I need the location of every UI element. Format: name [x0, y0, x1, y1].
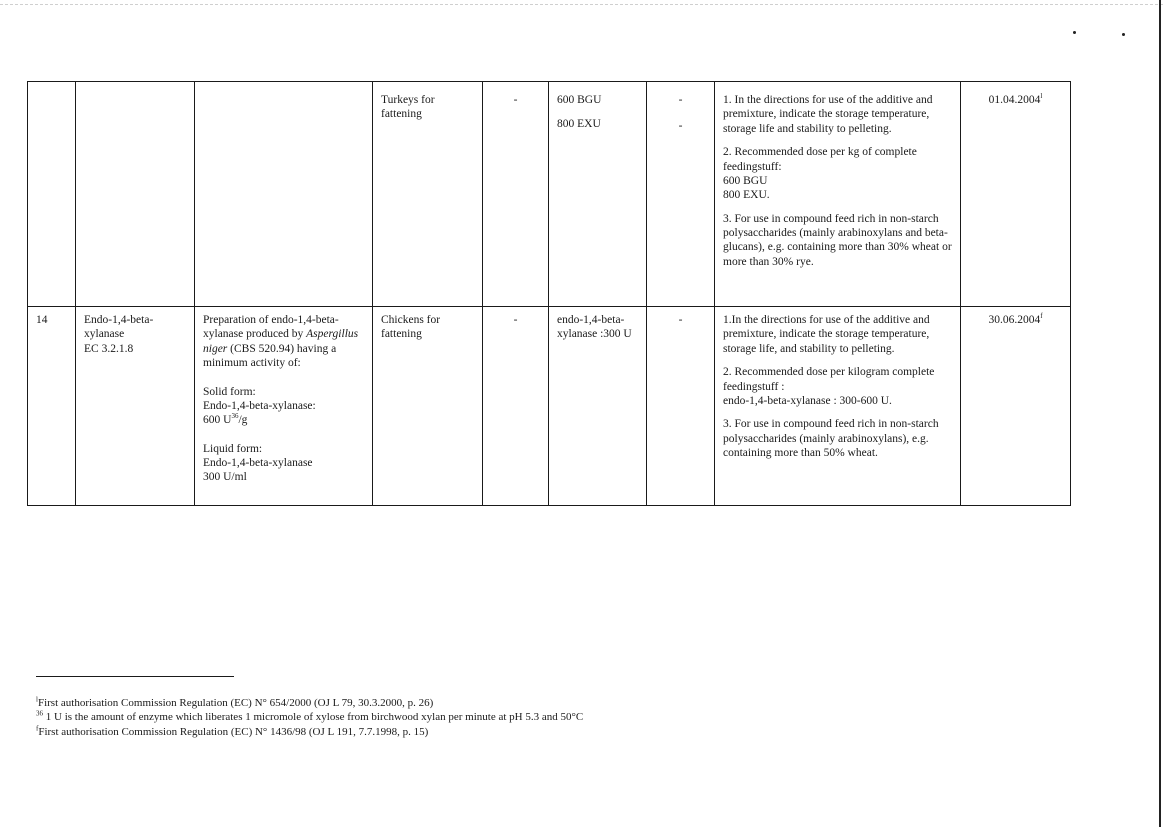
species-text: Turkeys for fattening	[381, 94, 435, 121]
solid-form: Solid form: Endo-1,4-beta-xylanase: 600 $U^{36}/g$	[203, 385, 316, 427]
scan-artifact-right-edge	[1159, 0, 1161, 827]
footnote: $^l$First authorisation Commission Regulation (EC) N° 654/2000 (OJ L 79, 30.3.2000, p. 26)	[36, 695, 434, 709]
cell-species	[373, 82, 483, 307]
max-content-2: -	[678, 120, 683, 133]
cell-provisions	[715, 307, 961, 506]
table-row	[28, 307, 1071, 506]
max-content-1: -	[678, 314, 683, 326]
cell-authorisation-date	[961, 307, 1071, 506]
scan-speck	[1073, 31, 1076, 34]
formula-description: Preparation of endo-1,4-beta-xylanase produced by Aspergillus niger (CBS 520.94) having a minimum activity of:	[203, 314, 359, 370]
footnote: $^f$First authorisation Commission Regulation (EC) N° 1436/98 (OJ L 191, 7.7.1998, p. 15)	[36, 723, 429, 738]
cell-additive	[76, 82, 195, 307]
footnote-separator	[36, 676, 234, 677]
cell-formula	[195, 82, 373, 307]
additive-name: Endo-1,4-beta-xylanase	[84, 314, 154, 341]
max-content-1: -	[678, 94, 683, 106]
footnote: $^{36}$ 1 U is the amount of enzyme which liberates 1 micromole of xylose from birchwood xylan per minute at pH 5.3 and 50°C	[36, 709, 584, 724]
scan-artifact-top	[0, 4, 1163, 7]
authorisation-date: 30.06.2004	[988, 314, 1041, 326]
authorisation-date: 01.04.2004	[988, 94, 1041, 106]
provision-2: 2. Recommended dose per kg of complete feedingstuff: 600 BGU 800 EXU.	[723, 146, 917, 202]
ec-number: EC 3.2.1.8	[84, 342, 134, 355]
cell-additive	[76, 307, 195, 506]
min-content-1: endo-1,4-beta-xylanase :300 U	[557, 314, 632, 341]
provision-3: 3. For use in compound feed rich in non-starch polysaccharides (mainly arabinoxylans), e.g. containing more than 50% wheat.	[723, 418, 939, 459]
cell-min-content	[549, 307, 647, 506]
cell-max-content	[647, 82, 715, 307]
entry-number: 14	[36, 314, 48, 326]
footnote-ref: l	[1040, 92, 1043, 101]
additives-table	[27, 81, 1071, 506]
species-text: Chickens for fattening	[381, 314, 441, 341]
cell-authorisation-date	[961, 82, 1071, 307]
cell-min-content	[549, 82, 647, 307]
provision-3: 3. For use in compound feed rich in non-starch polysaccharides (mainly arabinoxylans and beta-glucans), e.g. containing more than 30% wheat or more than 30% rye.	[723, 212, 952, 268]
cell-formula	[195, 307, 373, 506]
cell-number	[28, 307, 76, 506]
footnote-ref: f	[1040, 312, 1043, 321]
max-age-text: -	[513, 94, 518, 106]
cell-max-age	[483, 82, 549, 307]
cell-number	[28, 82, 76, 307]
provision-1: 1. In the directions for use of the additive and premixture, indicate the storage temperature, storage life and stability to pelleting.	[723, 94, 933, 135]
cell-species	[373, 307, 483, 506]
max-age-text: -	[513, 314, 518, 326]
liquid-form: Liquid form: Endo-1,4-beta-xylanase 300 U/ml	[203, 442, 313, 484]
min-content-1: 600 BGU	[557, 94, 602, 106]
scan-speck	[1122, 33, 1125, 36]
cell-provisions	[715, 82, 961, 307]
provision-1: 1.In the directions for use of the additive and premixture, indicate the storage temperature, storage life, and stability to pelleting.	[723, 314, 930, 355]
cell-max-age	[483, 307, 549, 506]
min-content-2: 800 EXU	[557, 118, 601, 131]
species-name: Aspergillus niger	[203, 328, 359, 355]
footnotes	[36, 696, 583, 739]
provision-2: 2. Recommended dose per kilogram complete feedingstuff : endo-1,4-beta-xylanase : 300-600 U.	[723, 366, 935, 407]
cell-max-content	[647, 307, 715, 506]
table-row	[28, 82, 1071, 307]
